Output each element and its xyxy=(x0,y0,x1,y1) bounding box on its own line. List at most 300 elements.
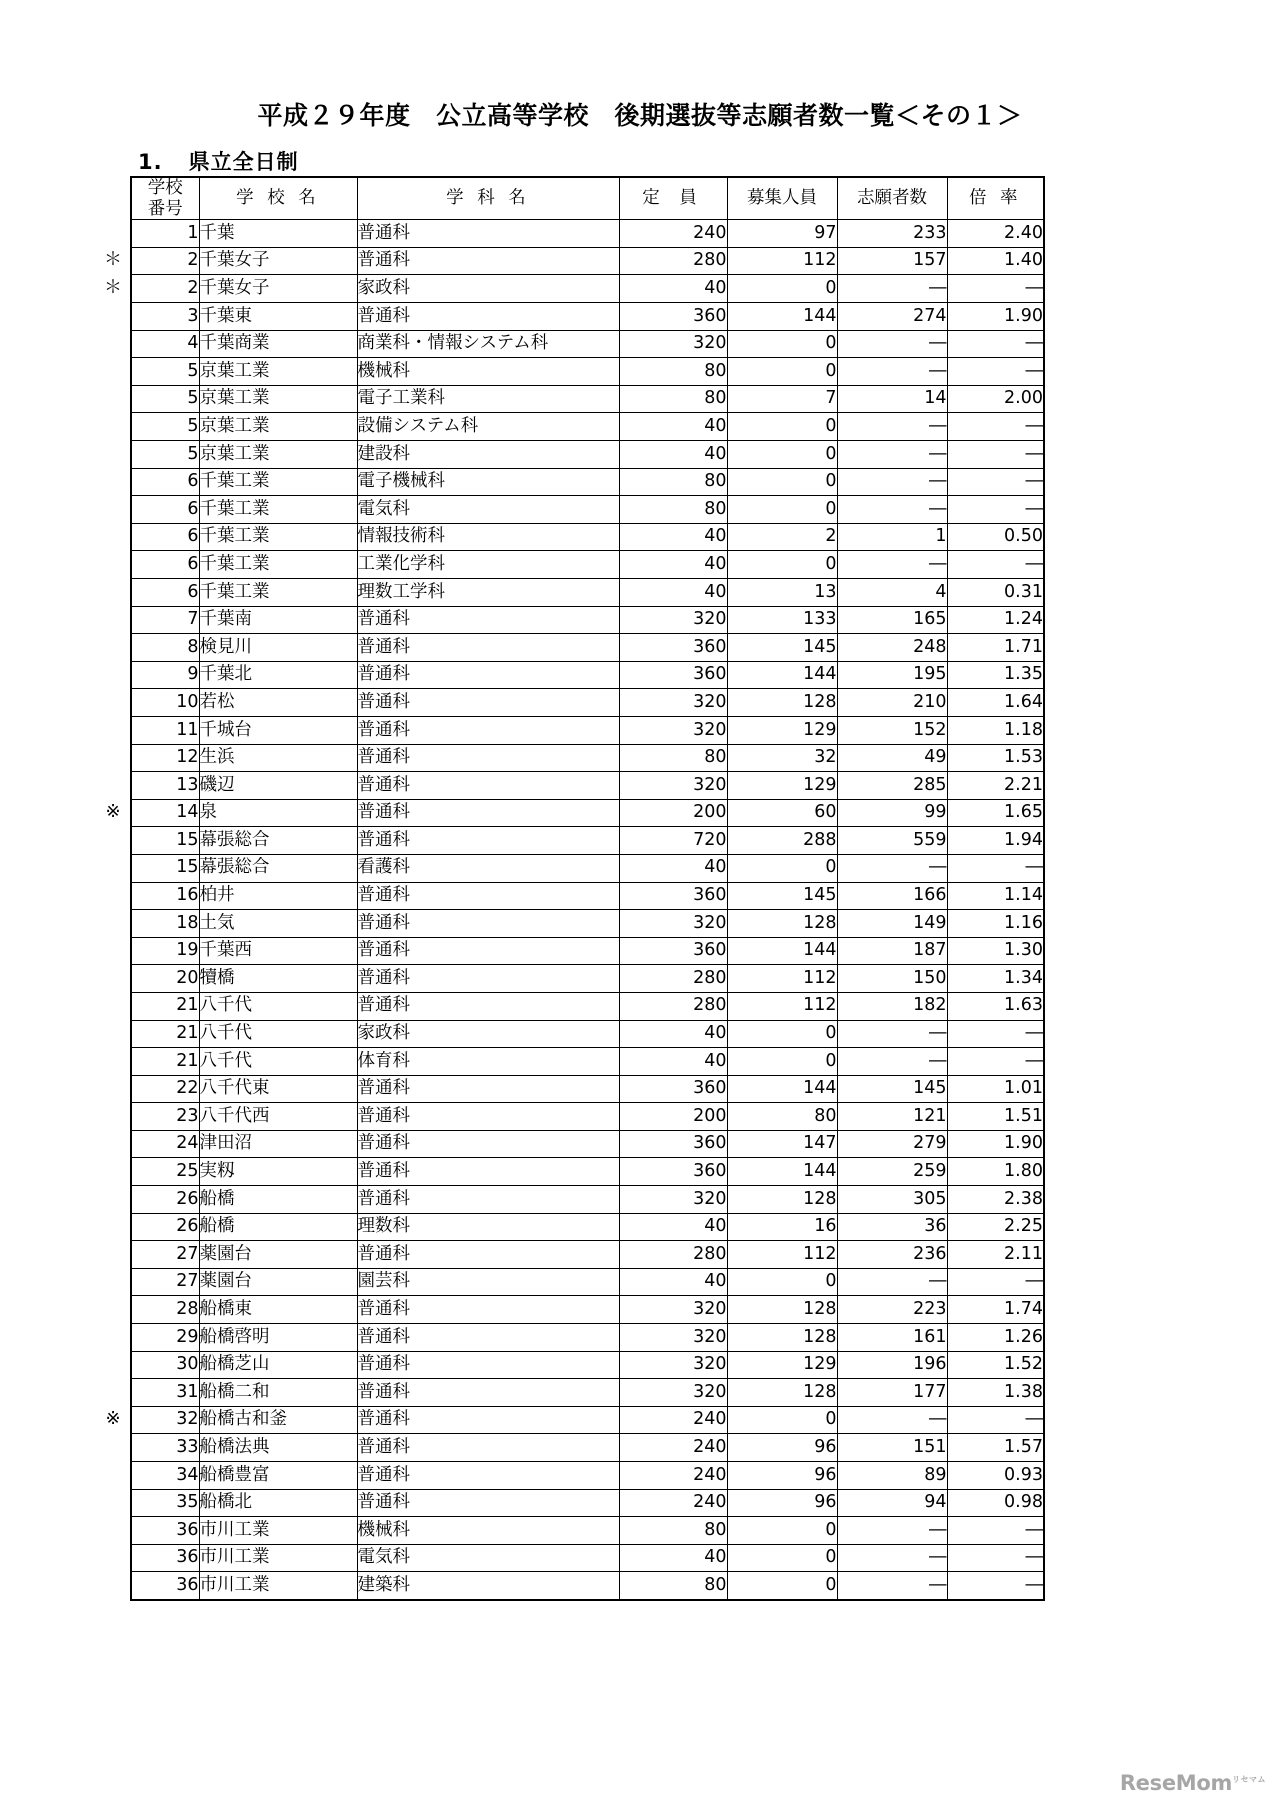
cell-applicants: ― xyxy=(837,496,947,524)
cell-rate: ― xyxy=(947,1268,1044,1296)
cell-school-name: 泉 xyxy=(199,799,357,827)
cell-capacity: 320 xyxy=(619,1186,727,1214)
cell-school-no: 30 xyxy=(131,1351,199,1379)
applicants-table-container xyxy=(130,176,1045,1601)
cell-school-no: 12 xyxy=(131,744,199,772)
table-row xyxy=(131,1406,1044,1434)
cell-school-no: 9 xyxy=(131,661,199,689)
cell-capacity: 320 xyxy=(619,1324,727,1352)
school-no-label-line2: 番号 xyxy=(147,198,183,219)
cell-applicants: 152 xyxy=(837,716,947,744)
table-row xyxy=(131,1434,1044,1462)
cell-quota: 2 xyxy=(727,523,837,551)
cell-school-no: 19 xyxy=(131,937,199,965)
cell-rate: 1.52 xyxy=(947,1351,1044,1379)
cell-capacity: 320 xyxy=(619,689,727,717)
cell-school-name: 船橋 xyxy=(199,1186,357,1214)
cell-school-no: 36 xyxy=(131,1544,199,1572)
cell-school-name: 船橋芝山 xyxy=(199,1351,357,1379)
cell-capacity: 320 xyxy=(619,1296,727,1324)
table-header xyxy=(131,177,1044,220)
cell-quota: 0 xyxy=(727,468,837,496)
cell-school-no: 6 xyxy=(131,468,199,496)
cell-quota: 129 xyxy=(727,1351,837,1379)
cell-school-no: 28 xyxy=(131,1296,199,1324)
cell-applicants: 274 xyxy=(837,303,947,331)
cell-dept-name: 普通科 xyxy=(357,661,619,689)
cell-rate: 1.65 xyxy=(947,799,1044,827)
cell-capacity: 360 xyxy=(619,634,727,662)
cell-school-no: 21 xyxy=(131,1048,199,1076)
cell-capacity: 240 xyxy=(619,1434,727,1462)
table-row xyxy=(131,882,1044,910)
column-header-rate: 倍 率 xyxy=(947,177,1044,220)
cell-school-no: 26 xyxy=(131,1186,199,1214)
cell-quota: 60 xyxy=(727,799,837,827)
cell-school-no: 11 xyxy=(131,716,199,744)
cell-applicants: ― xyxy=(837,1048,947,1076)
cell-quota: 0 xyxy=(727,330,837,358)
cell-capacity: 280 xyxy=(619,1241,727,1269)
cell-school-name: 若松 xyxy=(199,689,357,717)
watermark-text: ReseMom xyxy=(1119,1771,1233,1795)
cell-rate: 1.63 xyxy=(947,992,1044,1020)
cell-school-no: 36 xyxy=(131,1517,199,1545)
cell-quota: 0 xyxy=(727,275,837,303)
cell-dept-name: 普通科 xyxy=(357,992,619,1020)
cell-applicants: 305 xyxy=(837,1186,947,1214)
cell-school-name: 千葉工業 xyxy=(199,468,357,496)
table-row xyxy=(131,275,1044,303)
table-row xyxy=(131,854,1044,882)
table-row xyxy=(131,1213,1044,1241)
cell-school-name: 八千代 xyxy=(199,1048,357,1076)
cell-quota: 144 xyxy=(727,1075,837,1103)
table-row xyxy=(131,744,1044,772)
header-row xyxy=(131,177,1044,220)
watermark-superscript: リセマム xyxy=(1232,1775,1266,1784)
cell-rate: 0.98 xyxy=(947,1489,1044,1517)
cell-capacity: 40 xyxy=(619,413,727,441)
cell-school-no: 4 xyxy=(131,330,199,358)
table-row xyxy=(131,579,1044,607)
table-row xyxy=(131,965,1044,993)
cell-quota: 128 xyxy=(727,1379,837,1407)
cell-school-no: 5 xyxy=(131,413,199,441)
cell-school-no: 33 xyxy=(131,1434,199,1462)
cell-capacity: 320 xyxy=(619,1379,727,1407)
cell-dept-name: 電子機械科 xyxy=(357,468,619,496)
cell-school-no: 6 xyxy=(131,551,199,579)
table-row xyxy=(131,1241,1044,1269)
cell-quota: 96 xyxy=(727,1434,837,1462)
cell-school-no: 10 xyxy=(131,689,199,717)
cell-school-name: 幕張総合 xyxy=(199,854,357,882)
cell-rate: 1.74 xyxy=(947,1296,1044,1324)
cell-dept-name: 商業科・情報システム科 xyxy=(357,330,619,358)
section-number: 1. xyxy=(138,150,163,174)
row-marker: ※ xyxy=(105,801,121,822)
cell-school-no: 7 xyxy=(131,606,199,634)
cell-applicants: 166 xyxy=(837,882,947,910)
table-row xyxy=(131,1351,1044,1379)
table-row xyxy=(131,1048,1044,1076)
cell-rate: 1.90 xyxy=(947,303,1044,331)
cell-quota: 128 xyxy=(727,1324,837,1352)
cell-school-name: 京葉工業 xyxy=(199,413,357,441)
cell-quota: 0 xyxy=(727,1406,837,1434)
cell-dept-name: 普通科 xyxy=(357,606,619,634)
table-row xyxy=(131,772,1044,800)
cell-school-name: 市川工業 xyxy=(199,1517,357,1545)
cell-capacity: 360 xyxy=(619,1075,727,1103)
cell-dept-name: 普通科 xyxy=(357,716,619,744)
cell-capacity: 320 xyxy=(619,772,727,800)
cell-applicants: 165 xyxy=(837,606,947,634)
cell-school-no: 2 xyxy=(131,247,199,275)
column-header-quota: 募集人員 xyxy=(727,177,837,220)
cell-school-name: 千葉東 xyxy=(199,303,357,331)
cell-quota: 145 xyxy=(727,634,837,662)
cell-school-no: 5 xyxy=(131,441,199,469)
cell-applicants: ― xyxy=(837,330,947,358)
cell-applicants: ― xyxy=(837,468,947,496)
cell-applicants: ― xyxy=(837,358,947,386)
cell-capacity: 240 xyxy=(619,1489,727,1517)
cell-school-no: 18 xyxy=(131,910,199,938)
cell-quota: 133 xyxy=(727,606,837,634)
cell-rate: ― xyxy=(947,441,1044,469)
cell-capacity: 360 xyxy=(619,937,727,965)
cell-applicants: 285 xyxy=(837,772,947,800)
cell-capacity: 720 xyxy=(619,827,727,855)
cell-rate: ― xyxy=(947,1048,1044,1076)
cell-school-no: 31 xyxy=(131,1379,199,1407)
cell-dept-name: 情報技術科 xyxy=(357,523,619,551)
cell-dept-name: 普通科 xyxy=(357,937,619,965)
cell-school-no: 22 xyxy=(131,1075,199,1103)
cell-capacity: 80 xyxy=(619,358,727,386)
cell-school-name: 千葉女子 xyxy=(199,247,357,275)
cell-applicants: 14 xyxy=(837,385,947,413)
cell-capacity: 320 xyxy=(619,606,727,634)
cell-rate: ― xyxy=(947,1406,1044,1434)
cell-dept-name: 設備システム科 xyxy=(357,413,619,441)
cell-capacity: 280 xyxy=(619,247,727,275)
cell-rate: ― xyxy=(947,1020,1044,1048)
table-row xyxy=(131,606,1044,634)
cell-rate: ― xyxy=(947,275,1044,303)
table-row xyxy=(131,1324,1044,1352)
cell-school-name: 八千代 xyxy=(199,992,357,1020)
cell-rate: 0.50 xyxy=(947,523,1044,551)
cell-school-name: 市川工業 xyxy=(199,1544,357,1572)
cell-school-name: 市川工業 xyxy=(199,1572,357,1600)
table-row xyxy=(131,992,1044,1020)
cell-school-name: 千葉南 xyxy=(199,606,357,634)
cell-quota: 0 xyxy=(727,413,837,441)
cell-school-name: 磯辺 xyxy=(199,772,357,800)
cell-capacity: 240 xyxy=(619,1406,727,1434)
cell-dept-name: 普通科 xyxy=(357,303,619,331)
cell-dept-name: 普通科 xyxy=(357,882,619,910)
cell-school-no: 27 xyxy=(131,1268,199,1296)
cell-quota: 96 xyxy=(727,1462,837,1490)
cell-capacity: 320 xyxy=(619,910,727,938)
cell-rate: 1.30 xyxy=(947,937,1044,965)
cell-rate: ― xyxy=(947,1544,1044,1572)
cell-applicants: 210 xyxy=(837,689,947,717)
cell-dept-name: 普通科 xyxy=(357,965,619,993)
cell-applicants: ― xyxy=(837,1268,947,1296)
cell-rate: ― xyxy=(947,854,1044,882)
cell-school-name: 検見川 xyxy=(199,634,357,662)
cell-quota: 147 xyxy=(727,1130,837,1158)
cell-applicants: ― xyxy=(837,551,947,579)
table-row xyxy=(131,827,1044,855)
cell-applicants: 177 xyxy=(837,1379,947,1407)
cell-school-name: 千葉商業 xyxy=(199,330,357,358)
cell-rate: 1.18 xyxy=(947,716,1044,744)
cell-quota: 0 xyxy=(727,358,837,386)
cell-rate: 1.71 xyxy=(947,634,1044,662)
cell-dept-name: 家政科 xyxy=(357,275,619,303)
cell-quota: 0 xyxy=(727,1517,837,1545)
cell-rate: ― xyxy=(947,1517,1044,1545)
cell-school-no: 20 xyxy=(131,965,199,993)
cell-school-name: 船橋 xyxy=(199,1213,357,1241)
cell-school-name: 土気 xyxy=(199,910,357,938)
cell-dept-name: 普通科 xyxy=(357,220,619,248)
cell-school-no: 25 xyxy=(131,1158,199,1186)
table-row xyxy=(131,413,1044,441)
cell-capacity: 360 xyxy=(619,882,727,910)
cell-applicants: 559 xyxy=(837,827,947,855)
cell-quota: 97 xyxy=(727,220,837,248)
table-row xyxy=(131,523,1044,551)
cell-dept-name: 電子工業科 xyxy=(357,385,619,413)
cell-school-name: 千葉工業 xyxy=(199,523,357,551)
cell-capacity: 40 xyxy=(619,1213,727,1241)
table-row xyxy=(131,1572,1044,1600)
cell-quota: 0 xyxy=(727,1544,837,1572)
cell-dept-name: 普通科 xyxy=(357,1130,619,1158)
cell-quota: 80 xyxy=(727,1103,837,1131)
cell-rate: ― xyxy=(947,468,1044,496)
table-row xyxy=(131,1462,1044,1490)
cell-dept-name: 普通科 xyxy=(357,1075,619,1103)
cell-school-no: 27 xyxy=(131,1241,199,1269)
cell-applicants: 1 xyxy=(837,523,947,551)
cell-rate: 2.11 xyxy=(947,1241,1044,1269)
cell-rate: 1.51 xyxy=(947,1103,1044,1131)
cell-quota: 144 xyxy=(727,661,837,689)
cell-school-name: 船橋古和釜 xyxy=(199,1406,357,1434)
table-row xyxy=(131,496,1044,524)
table-body xyxy=(131,220,1044,1600)
cell-quota: 0 xyxy=(727,1048,837,1076)
cell-quota: 129 xyxy=(727,772,837,800)
cell-capacity: 320 xyxy=(619,716,727,744)
cell-school-name: 船橋二和 xyxy=(199,1379,357,1407)
column-header-applicants: 志願者数 xyxy=(837,177,947,220)
cell-dept-name: 電気科 xyxy=(357,496,619,524)
cell-dept-name: 理数科 xyxy=(357,1213,619,1241)
cell-school-name: 津田沼 xyxy=(199,1130,357,1158)
cell-rate: 1.24 xyxy=(947,606,1044,634)
cell-capacity: 80 xyxy=(619,1517,727,1545)
cell-applicants: 195 xyxy=(837,661,947,689)
cell-school-no: 15 xyxy=(131,827,199,855)
cell-rate: 2.38 xyxy=(947,1186,1044,1214)
cell-applicants: 121 xyxy=(837,1103,947,1131)
table-row xyxy=(131,1268,1044,1296)
cell-applicants: 89 xyxy=(837,1462,947,1490)
cell-school-no: 26 xyxy=(131,1213,199,1241)
table-row xyxy=(131,689,1044,717)
cell-applicants: ― xyxy=(837,413,947,441)
cell-applicants: 259 xyxy=(837,1158,947,1186)
cell-capacity: 40 xyxy=(619,1020,727,1048)
cell-rate: 2.40 xyxy=(947,220,1044,248)
cell-applicants: 233 xyxy=(837,220,947,248)
cell-dept-name: 普通科 xyxy=(357,1434,619,1462)
cell-quota: 129 xyxy=(727,716,837,744)
cell-rate: 1.94 xyxy=(947,827,1044,855)
cell-rate: 1.38 xyxy=(947,1379,1044,1407)
section-label: 県立全日制 xyxy=(188,150,299,174)
cell-capacity: 360 xyxy=(619,303,727,331)
cell-quota: 112 xyxy=(727,992,837,1020)
cell-applicants: 149 xyxy=(837,910,947,938)
cell-applicants: 150 xyxy=(837,965,947,993)
cell-rate: 1.14 xyxy=(947,882,1044,910)
cell-dept-name: 普通科 xyxy=(357,1241,619,1269)
cell-capacity: 40 xyxy=(619,579,727,607)
cell-quota: 0 xyxy=(727,854,837,882)
table-row xyxy=(131,468,1044,496)
cell-dept-name: 普通科 xyxy=(357,772,619,800)
cell-rate: 1.90 xyxy=(947,1130,1044,1158)
cell-school-name: 船橋東 xyxy=(199,1296,357,1324)
cell-quota: 112 xyxy=(727,1241,837,1269)
cell-rate: 0.93 xyxy=(947,1462,1044,1490)
cell-quota: 128 xyxy=(727,1296,837,1324)
cell-applicants: ― xyxy=(837,1406,947,1434)
page-title: 平成２９年度 公立高等学校 後期選抜等志願者数一覧＜その１＞ xyxy=(257,101,1023,130)
table-row xyxy=(131,634,1044,662)
cell-school-name: 京葉工業 xyxy=(199,385,357,413)
row-marker: ＊ xyxy=(104,249,122,270)
row-marker: ＊ xyxy=(104,277,122,298)
cell-school-name: 千城台 xyxy=(199,716,357,744)
cell-school-name: 千葉工業 xyxy=(199,579,357,607)
cell-dept-name: 普通科 xyxy=(357,634,619,662)
cell-applicants: 99 xyxy=(837,799,947,827)
table-row xyxy=(131,1158,1044,1186)
cell-school-name: 生浜 xyxy=(199,744,357,772)
cell-applicants: 36 xyxy=(837,1213,947,1241)
cell-applicants: 182 xyxy=(837,992,947,1020)
cell-dept-name: 普通科 xyxy=(357,827,619,855)
school-no-label-line1: 学校 xyxy=(147,178,183,198)
cell-capacity: 280 xyxy=(619,992,727,1020)
cell-quota: 128 xyxy=(727,689,837,717)
cell-dept-name: 普通科 xyxy=(357,910,619,938)
cell-school-name: 京葉工業 xyxy=(199,358,357,386)
cell-applicants: 49 xyxy=(837,744,947,772)
cell-school-name: 千葉北 xyxy=(199,661,357,689)
cell-capacity: 200 xyxy=(619,1103,727,1131)
cell-school-no: 34 xyxy=(131,1462,199,1490)
cell-dept-name: 普通科 xyxy=(357,689,619,717)
cell-dept-name: 普通科 xyxy=(357,799,619,827)
row-marker: ※ xyxy=(105,1408,121,1429)
cell-applicants: 248 xyxy=(837,634,947,662)
cell-quota: 145 xyxy=(727,882,837,910)
cell-dept-name: 電気科 xyxy=(357,1544,619,1572)
cell-capacity: 40 xyxy=(619,551,727,579)
cell-applicants: ― xyxy=(837,1517,947,1545)
cell-rate: 1.57 xyxy=(947,1434,1044,1462)
cell-capacity: 40 xyxy=(619,441,727,469)
table-row xyxy=(131,1075,1044,1103)
cell-school-name: 千葉女子 xyxy=(199,275,357,303)
column-header-school-name: 学 校 名 xyxy=(199,177,357,220)
table-row xyxy=(131,247,1044,275)
cell-dept-name: 建築科 xyxy=(357,1572,619,1600)
cell-dept-name: 普通科 xyxy=(357,1186,619,1214)
cell-rate: ― xyxy=(947,1572,1044,1600)
table-row xyxy=(131,1130,1044,1158)
cell-applicants: 279 xyxy=(837,1130,947,1158)
cell-quota: 144 xyxy=(727,1158,837,1186)
cell-applicants: 157 xyxy=(837,247,947,275)
cell-capacity: 80 xyxy=(619,744,727,772)
cell-rate: 1.53 xyxy=(947,744,1044,772)
cell-rate: 1.35 xyxy=(947,661,1044,689)
cell-dept-name: 園芸科 xyxy=(357,1268,619,1296)
cell-rate: ― xyxy=(947,330,1044,358)
cell-dept-name: 普通科 xyxy=(357,1489,619,1517)
cell-quota: 288 xyxy=(727,827,837,855)
cell-rate: 1.80 xyxy=(947,1158,1044,1186)
cell-school-name: 薬園台 xyxy=(199,1268,357,1296)
cell-school-no: 35 xyxy=(131,1489,199,1517)
cell-school-name: 千葉工業 xyxy=(199,496,357,524)
cell-capacity: 40 xyxy=(619,275,727,303)
cell-dept-name: 理数工学科 xyxy=(357,579,619,607)
cell-rate: 1.16 xyxy=(947,910,1044,938)
column-header-school-no xyxy=(131,177,199,220)
cell-dept-name: 機械科 xyxy=(357,1517,619,1545)
cell-dept-name: 普通科 xyxy=(357,1296,619,1324)
cell-quota: 128 xyxy=(727,910,837,938)
cell-applicants: ― xyxy=(837,1572,947,1600)
cell-rate: 2.25 xyxy=(947,1213,1044,1241)
cell-capacity: 280 xyxy=(619,965,727,993)
table-row xyxy=(131,910,1044,938)
cell-dept-name: 普通科 xyxy=(357,1158,619,1186)
cell-school-name: 千葉工業 xyxy=(199,551,357,579)
cell-capacity: 80 xyxy=(619,1572,727,1600)
cell-dept-name: 建設科 xyxy=(357,441,619,469)
cell-school-no: 32 xyxy=(131,1406,199,1434)
cell-school-no: 6 xyxy=(131,523,199,551)
cell-applicants: 161 xyxy=(837,1324,947,1352)
cell-capacity: 80 xyxy=(619,468,727,496)
cell-applicants: 4 xyxy=(837,579,947,607)
